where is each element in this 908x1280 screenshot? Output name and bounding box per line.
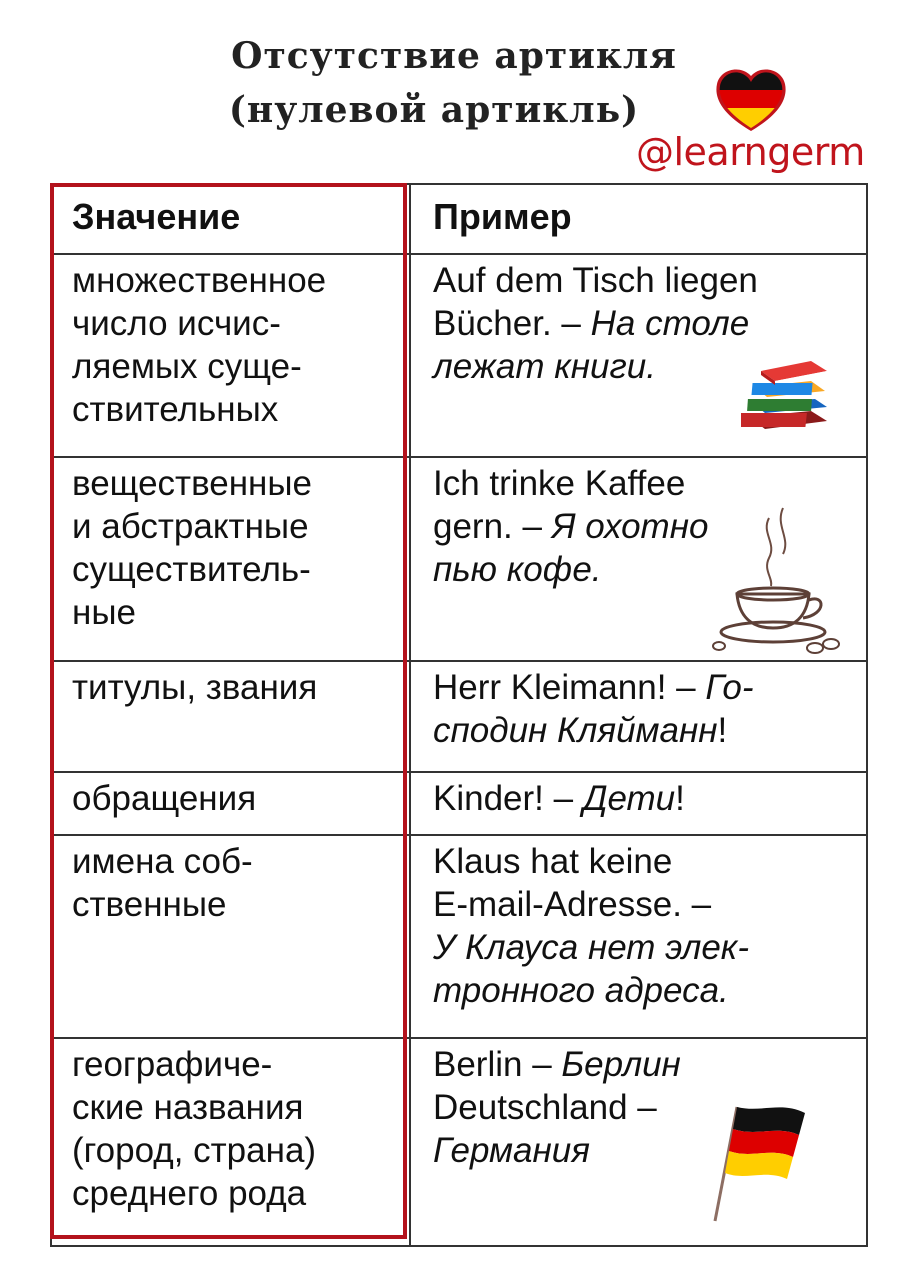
coffee-cup-icon (711, 498, 841, 658)
table-header-row (51, 184, 867, 254)
column-header-example: Пример (410, 184, 867, 254)
books-icon (741, 355, 831, 440)
meaning-cell: титулы, звания (51, 661, 410, 772)
example-cell: Herr Kleimann! – Го- сподин Кляйманн! (410, 661, 867, 772)
meaning-cell: вещественные и абстрактные существитель- ные (51, 457, 410, 661)
example-cell: Berlin – Берлин Deutschland – Германия (410, 1038, 867, 1246)
table-row (51, 661, 867, 772)
meaning-cell: географиче- ские названия (город, страна) среднего рода (51, 1038, 410, 1246)
meaning-cell: имена соб- ственные (51, 835, 410, 1038)
german-heart-icon (716, 68, 786, 132)
column-header-meaning: Значение (51, 184, 410, 254)
example-cell: Klaus hat keine E-mail-Adresse. – У Клауса нет элек- тронного адреса. (410, 835, 867, 1038)
table-row (51, 772, 867, 835)
table-row (51, 254, 867, 457)
articles-table (50, 183, 868, 1247)
table-row (51, 1038, 867, 1246)
meaning-cell: множественное число исчис- ляемых суще- ствительных (51, 254, 410, 457)
example-cell: Kinder! – Дети! (410, 772, 867, 835)
page-subtitle: (нулевой артикль) (228, 89, 640, 131)
example-cell: Ich trinke Kaffee gern. – Я охотно пью кофе. (410, 457, 867, 661)
page-title: Отсутствие артикля (231, 35, 677, 77)
table-row (51, 457, 867, 661)
author-handle: @learngerm (636, 130, 865, 174)
table-row (51, 835, 867, 1038)
german-flag-icon (711, 1095, 831, 1225)
meaning-cell: обращения (51, 772, 410, 835)
example-cell: Auf dem Tisch liegen Bücher. – На столе лежат книги. (410, 254, 867, 457)
